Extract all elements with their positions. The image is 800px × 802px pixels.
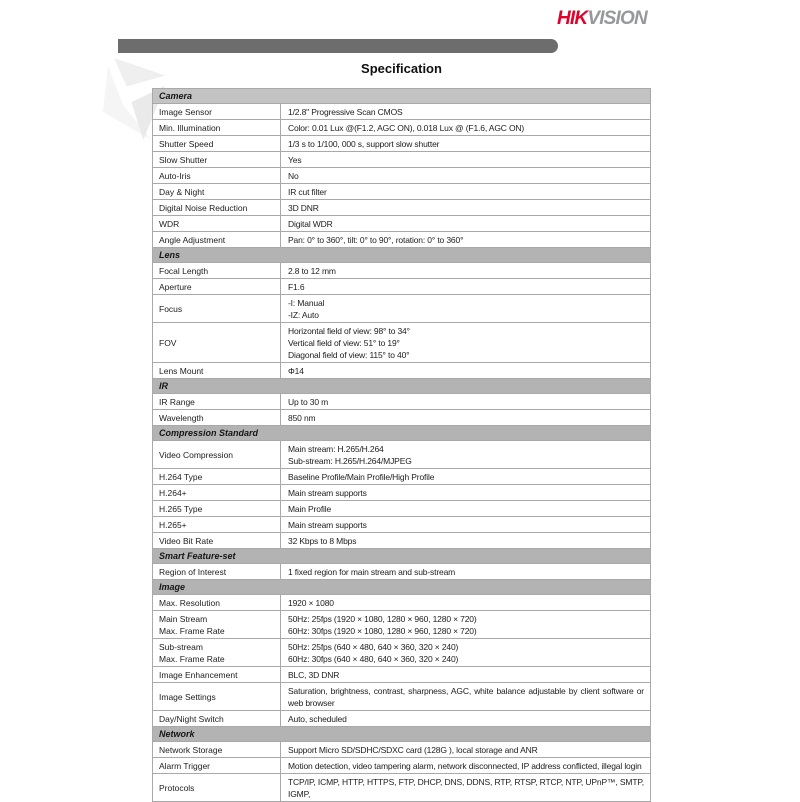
- spec-value-cell: [281, 216, 650, 231]
- spec-label-cell: [153, 120, 281, 135]
- spec-label-cell: [153, 168, 281, 183]
- spec-row: [153, 323, 650, 363]
- spec-row: [153, 363, 650, 379]
- label-line: Min. Illumination: [159, 122, 221, 133]
- spec-value-cell: [281, 517, 650, 532]
- spec-label-cell: [153, 295, 281, 322]
- spec-row: [153, 485, 650, 501]
- spec-row: [153, 394, 650, 410]
- spec-row: [153, 774, 650, 802]
- spec-value-cell: [281, 184, 650, 199]
- label-line: Region of Interest: [159, 566, 227, 577]
- spec-value-cell: [281, 639, 650, 666]
- label-line: Slow Shutter: [159, 154, 208, 165]
- label-line: Max. Resolution: [159, 597, 220, 608]
- spec-row: [153, 410, 650, 426]
- spec-value-cell: [281, 774, 650, 801]
- spec-label-cell: [153, 683, 281, 710]
- label-line: Main Stream: [159, 613, 208, 624]
- value-line: Motion detection, video tampering alarm, network disconnected, IP address conflicted, illegal login: [288, 760, 642, 771]
- label-line: H.265 Type: [159, 503, 203, 514]
- label-line: Video Bit Rate: [159, 535, 214, 546]
- value-line: Color: 0.01 Lux @(F1.2, AGC ON), 0.018 Lux @ (F1.6, AGC ON): [288, 122, 525, 133]
- spec-label-cell: [153, 232, 281, 247]
- spec-value-cell: [281, 394, 650, 409]
- value-line: Up to 30 m: [288, 396, 329, 407]
- label-line: Auto-Iris: [159, 170, 191, 181]
- value-line: 2.8 to 12 mm: [288, 265, 336, 276]
- spec-value-cell: [281, 120, 650, 135]
- value-line: Baseline Profile/Main Profile/High Profile: [288, 471, 435, 482]
- value-line: Support Micro SD/SDHC/SDXC card (128G ), local storage and ANR: [288, 744, 538, 755]
- spec-value-cell: [281, 595, 650, 610]
- spec-label-cell: [153, 485, 281, 500]
- value-line: Diagonal field of view: 115° to 40°: [288, 349, 410, 360]
- label-line: Network Storage: [159, 744, 223, 755]
- label-line: Focus: [159, 303, 183, 314]
- spec-value-cell: [281, 263, 650, 278]
- spec-label-cell: [153, 517, 281, 532]
- spec-row: [153, 152, 650, 168]
- section-header-camera: Camera: [153, 89, 650, 104]
- spec-label-cell: [153, 200, 281, 215]
- spec-value-cell: [281, 232, 650, 247]
- spec-value-cell: [281, 410, 650, 425]
- spec-value-cell: [281, 667, 650, 682]
- value-line: Main stream supports: [288, 519, 367, 530]
- spec-value-cell: [281, 104, 650, 119]
- spec-row: [153, 564, 650, 580]
- section-header-lens: Lens: [153, 248, 650, 263]
- spec-value-cell: [281, 485, 650, 500]
- spec-row: [153, 232, 650, 248]
- value-line: F1.6: [288, 281, 305, 292]
- spec-label-cell: [153, 564, 281, 579]
- spec-row: [153, 469, 650, 485]
- spec-row: [153, 501, 650, 517]
- spec-value-cell: [281, 469, 650, 484]
- spec-label-cell: [153, 279, 281, 294]
- spec-row: [153, 595, 650, 611]
- spec-row: [153, 667, 650, 683]
- value-line: TCP/IP, ICMP, HTTP, HTTPS, FTP, DHCP, DNS, DDNS, RTP, RTSP, RTCP, NTP, UPnP™, SMTP, IGMP,: [288, 776, 644, 799]
- label-line: Shutter Speed: [159, 138, 214, 149]
- spec-row: [153, 216, 650, 232]
- spec-row: [153, 441, 650, 469]
- spec-row: [153, 279, 650, 295]
- spec-label-cell: [153, 136, 281, 151]
- spec-label-cell: [153, 323, 281, 362]
- spec-label-cell: [153, 184, 281, 199]
- label-line: Video Compression: [159, 449, 234, 460]
- label-line: Day/Night Switch: [159, 713, 224, 724]
- value-line: Yes: [288, 154, 302, 165]
- header-divider-bar: [118, 39, 558, 53]
- label-line: Image Enhancement: [159, 669, 238, 680]
- value-line: Horizontal field of view: 98° to 34°: [288, 325, 410, 336]
- spec-label-cell: [153, 595, 281, 610]
- spec-row: [153, 683, 650, 711]
- label-line: Digital Noise Reduction: [159, 202, 248, 213]
- spec-label-cell: [153, 501, 281, 516]
- spec-row: [153, 263, 650, 279]
- value-line: Main Profile: [288, 503, 332, 514]
- spec-row: [153, 533, 650, 549]
- spec-row: [153, 168, 650, 184]
- spec-label-cell: [153, 469, 281, 484]
- spec-label-cell: [153, 263, 281, 278]
- spec-label-cell: [153, 441, 281, 468]
- spec-label-cell: [153, 363, 281, 378]
- spec-label-cell: [153, 394, 281, 409]
- spec-row: [153, 639, 650, 667]
- label-line: Image Settings: [159, 691, 216, 702]
- spec-value-cell: [281, 742, 650, 757]
- spec-label-cell: [153, 611, 281, 638]
- label-line: Sub-stream: [159, 641, 203, 652]
- spec-row: [153, 136, 650, 152]
- spec-label-cell: [153, 639, 281, 666]
- label-line: H.264 Type: [159, 471, 203, 482]
- value-line: -I: Manual: [288, 297, 325, 308]
- value-line: 60Hz: 30fps (640 × 480, 640 × 360, 320 × 240): [288, 653, 459, 664]
- label-line: Image Sensor: [159, 106, 212, 117]
- spec-row: [153, 742, 650, 758]
- value-line: Φ14: [288, 365, 304, 376]
- spec-label-cell: [153, 667, 281, 682]
- value-line: Main stream: H.265/H.264: [288, 443, 384, 454]
- value-line: 1/2.8" Progressive Scan CMOS: [288, 106, 403, 117]
- spec-row: [153, 104, 650, 120]
- section-header-network: Network: [153, 727, 650, 742]
- spec-label-cell: [153, 711, 281, 726]
- spec-value-cell: [281, 279, 650, 294]
- spec-label-cell: [153, 410, 281, 425]
- value-line: 50Hz: 25fps (640 × 480, 640 × 360, 320 × 240): [288, 641, 459, 652]
- value-line: 1/3 s to 1/100, 000 s, support slow shutter: [288, 138, 440, 149]
- spec-value-cell: [281, 295, 650, 322]
- label-line: Wavelength: [159, 412, 204, 423]
- spec-value-cell: [281, 758, 650, 773]
- spec-row: [153, 200, 650, 216]
- value-line: Pan: 0° to 360°, tilt: 0° to 90°, rotation: 0° to 360°: [288, 234, 464, 245]
- hikvision-logo: [557, 8, 647, 30]
- logo-vision-text: VISION: [587, 8, 647, 29]
- label-line: IR Range: [159, 396, 195, 407]
- spec-row: [153, 517, 650, 533]
- value-line: IR cut filter: [288, 186, 327, 197]
- section-header-ir: IR: [153, 379, 650, 394]
- spec-row: [153, 611, 650, 639]
- section-header-compression-standard: Compression Standard: [153, 426, 650, 441]
- logo-hik-text: HIK: [557, 8, 588, 29]
- value-line: 50Hz: 25fps (1920 × 1080, 1280 × 960, 1280 × 720): [288, 613, 477, 624]
- spec-value-cell: [281, 363, 650, 378]
- spec-value-cell: [281, 683, 650, 710]
- spec-value-cell: [281, 168, 650, 183]
- spec-label-cell: [153, 758, 281, 773]
- label-line: Alarm Trigger: [159, 760, 211, 771]
- spec-value-cell: [281, 323, 650, 362]
- spec-label-cell: [153, 774, 281, 801]
- value-line: 1 fixed region for main stream and sub-stream: [288, 566, 456, 577]
- value-line: Sub-stream: H.265/H.264/MJPEG: [288, 455, 412, 466]
- value-line: -IZ: Auto: [288, 309, 319, 320]
- label-line: H.264+: [159, 487, 187, 498]
- spec-label-cell: [153, 533, 281, 548]
- label-line: FOV: [159, 337, 177, 348]
- specification-table: [152, 88, 651, 802]
- section-header-image: Image: [153, 580, 650, 595]
- value-line: 1920 × 1080: [288, 597, 334, 608]
- spec-row: [153, 758, 650, 774]
- spec-value-cell: [281, 564, 650, 579]
- label-line: H.265+: [159, 519, 187, 530]
- label-line: WDR: [159, 218, 180, 229]
- label-line: Day & Night: [159, 186, 205, 197]
- label-line: Angle Adjustment: [159, 234, 226, 245]
- spec-label-cell: [153, 216, 281, 231]
- value-line: Vertical field of view: 51° to 19°: [288, 337, 400, 348]
- spec-value-cell: [281, 200, 650, 215]
- label-line: Focal Length: [159, 265, 209, 276]
- value-line: Main stream supports: [288, 487, 367, 498]
- spec-value-cell: [281, 501, 650, 516]
- value-line: 850 nm: [288, 412, 316, 423]
- value-line: Digital WDR: [288, 218, 333, 229]
- spec-value-cell: [281, 152, 650, 167]
- spec-row: [153, 184, 650, 200]
- value-line: 60Hz: 30fps (1920 × 1080, 1280 × 960, 1280 × 720): [288, 625, 477, 636]
- label-line: Protocols: [159, 782, 195, 793]
- value-line: 3D DNR: [288, 202, 319, 213]
- spec-value-cell: [281, 533, 650, 548]
- spec-row: [153, 295, 650, 323]
- value-line: No: [288, 170, 299, 181]
- label-line: Lens Mount: [159, 365, 204, 376]
- spec-value-cell: [281, 441, 650, 468]
- spec-value-cell: [281, 136, 650, 151]
- value-line: 32 Kbps to 8 Mbps: [288, 535, 357, 546]
- value-line: Auto, scheduled: [288, 713, 347, 724]
- spec-value-cell: [281, 711, 650, 726]
- spec-row: [153, 711, 650, 727]
- spec-label-cell: [153, 104, 281, 119]
- section-header-smart-feature-set: Smart Feature-set: [153, 549, 650, 564]
- spec-label-cell: [153, 152, 281, 167]
- value-line: Saturation, brightness, contrast, sharpness, AGC, white balance adjustable by client software or web browser: [288, 685, 644, 708]
- spec-label-cell: [153, 742, 281, 757]
- label-line: Max. Frame Rate: [159, 653, 225, 664]
- page-title: Specification: [361, 61, 442, 76]
- value-line: BLC, 3D DNR: [288, 669, 340, 680]
- label-line: Aperture: [159, 281, 192, 292]
- spec-row: [153, 120, 650, 136]
- spec-value-cell: [281, 611, 650, 638]
- label-line: Max. Frame Rate: [159, 625, 225, 636]
